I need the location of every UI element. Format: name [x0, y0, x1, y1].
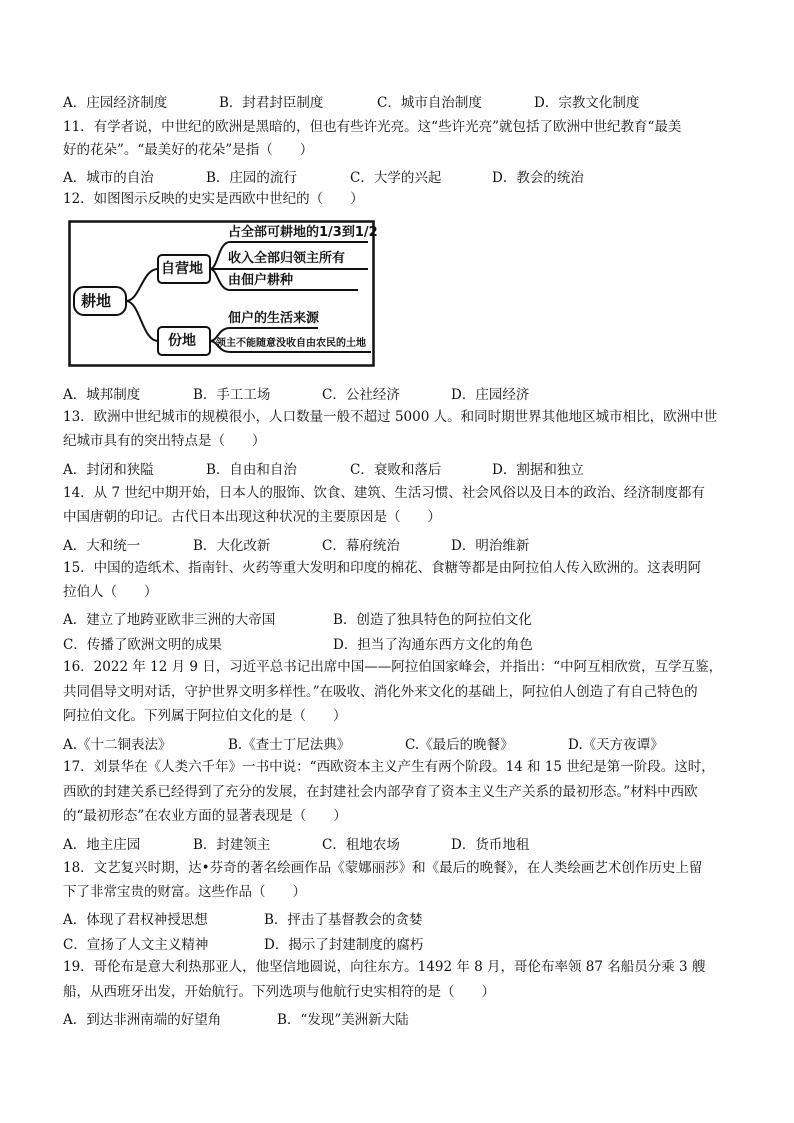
q13-option-c[interactable]: C．衰败和落后 — [350, 462, 442, 478]
q12-option-d[interactable]: D．庄园经济 — [451, 387, 530, 403]
q18-stem-line2: 下了非常宝贵的财富。这些作品（ ） — [63, 884, 306, 900]
q10-option-c[interactable]: C．城市自治制度 — [377, 95, 482, 111]
q14-option-d[interactable]: D．明治维新 — [451, 538, 530, 554]
q15-option-c[interactable]: C．传播了欧洲文明的成果 — [63, 637, 222, 653]
q12-option-a[interactable]: A．城邦制度 — [63, 387, 141, 403]
q11-stem-line1: 11．有学者说，中世纪的欧洲是黑暗的，但也有些许光亮。这“些许光亮”就包括了欧洲中世纪教育“最美 — [63, 119, 682, 135]
q13-stem-line2: 纪城市具有的突出特点是（ ） — [63, 433, 266, 449]
branch2-item-1: 佃户的生活来源 — [228, 311, 320, 326]
q14-option-b[interactable]: B．大化改新 — [193, 538, 271, 554]
q12-option-c[interactable]: C．公社经济 — [322, 387, 400, 403]
q16-option-c[interactable]: C.《最后的晚餐》 — [405, 737, 514, 753]
q18-option-a[interactable]: A．体现了君权神授思想 — [63, 912, 208, 928]
branch1-item-3: 由佃户耕种 — [228, 273, 294, 288]
q10-option-d[interactable]: D．宗教文化制度 — [534, 95, 640, 111]
q11-option-d[interactable]: D．教会的统治 — [492, 170, 584, 186]
q14-stem-line1: 14．从 7 世纪中期开始，日本人的服饰、饮食、建筑、生活习惯、社会风俗以及日本的政治、经济制度都有 — [63, 485, 705, 501]
q13-stem-line1: 13．欧洲中世纪城市的规模很小，人口数量一般不超过 5000 人。和同时期世界其他地区城市相比，欧洲中世 — [63, 409, 718, 425]
q16-option-b[interactable]: B.《查士丁尼法典》 — [228, 737, 351, 753]
q13-option-d[interactable]: D．割据和独立 — [492, 462, 584, 478]
q12-diagram — [68, 220, 376, 368]
q10-option-a[interactable]: A．庄园经济制度 — [63, 95, 168, 111]
q12-option-b[interactable]: B．手工工场 — [193, 387, 271, 403]
q19-stem-line2: 船，从西班牙出发，开始航行。下列选项与他航行史实相符的是（ ） — [63, 984, 495, 1000]
q19-stem-line1: 19．哥伦布是意大利热那亚人，他坚信地圆说，向往东方。1492 年 8 月，哥伦布率领 87 名船员分乘 3 艘 — [63, 959, 706, 975]
q12-stem: 12．如图图示反映的史实是西欧中世纪的（ ） — [63, 191, 364, 207]
q17-option-d[interactable]: D．货币地租 — [451, 837, 530, 853]
q14-stem-line2: 中国唐朝的印记。古代日本出现这种状况的主要原因是（ ） — [63, 509, 441, 525]
q16-option-a[interactable]: A.《十二铜表法》 — [63, 737, 172, 753]
q17-option-b[interactable]: B．封建领主 — [193, 837, 271, 853]
q15-option-a[interactable]: A．建立了地跨亚欧非三洲的大帝国 — [63, 612, 276, 628]
q13-option-a[interactable]: A．封闭和狭隘 — [63, 462, 154, 478]
q11-option-a[interactable]: A．城市的自治 — [63, 170, 154, 186]
q18-option-d[interactable]: D．揭示了封建制度的腐朽 — [264, 937, 424, 953]
q11-option-b[interactable]: B．庄园的流行 — [206, 170, 297, 186]
q13-option-b[interactable]: B．自由和自治 — [206, 462, 297, 478]
q19-option-a[interactable]: A．到达非洲南端的好望角 — [63, 1012, 222, 1028]
q10-option-b[interactable]: B．封君封臣制度 — [219, 95, 324, 111]
branch1-item-1: 占全部可耕地的1/3到1/2 — [228, 225, 378, 240]
q15-option-b[interactable]: B．创造了独具特色的阿拉伯文化 — [333, 612, 532, 628]
branch1-label: 自营地 — [161, 261, 203, 277]
q11-option-c[interactable]: C．大学的兴起 — [350, 170, 442, 186]
branch2-label: 份地 — [168, 333, 196, 349]
q18-stem-line1: 18．文艺复兴时期，达•芬奇的著名绘画作品《蒙娜丽莎》和《最后的晚餐》，在人类绘画艺术创作历史上留 — [63, 860, 703, 876]
q17-stem-line2: 西欧的封建关系已经得到了充分的发展，在封建社会内部孕育了资本主义生产关系的最初形态。”材料中西欧 — [63, 784, 698, 800]
q15-stem-line1: 15．中国的造纸术、指南针、火药等重大发明和印度的棉花、食糖等都是由阿拉伯人传入欧洲的。这表明阿 — [63, 560, 702, 576]
q14-option-a[interactable]: A．大和统一 — [63, 538, 141, 554]
branch1-item-2: 收入全部归领主所有 — [228, 251, 346, 266]
q17-option-c[interactable]: C．租地农场 — [322, 837, 400, 853]
q18-option-b[interactable]: B．抨击了基督教会的贪婪 — [264, 912, 423, 928]
q15-option-d[interactable]: D．担当了沟通东西方文化的角色 — [333, 637, 533, 653]
q16-stem-line2: 共同倡导文明对话，守护世界文明多样性。”在吸收、消化外来文化的基础上，阿拉伯人创造了有自己特色的 — [63, 684, 698, 700]
q16-stem-line1: 16．2022 年 12 月 9 日，习近平总书记出席中国——阿拉伯国家峰会，并指出：“中阿互相欣赏，互学互鉴， — [63, 659, 723, 675]
q15-stem-line2: 拉伯人（ ） — [63, 584, 158, 600]
q14-option-c[interactable]: C．幕府统治 — [322, 538, 400, 554]
branch2-item-2: 领主不能随意没收自由农民的土地 — [216, 338, 366, 349]
q17-stem-line1: 17．刘景华在《人类六千年》一书中说：“西欧资本主义产生有两个阶段。14 和 15 世纪是第一阶段。这时， — [63, 759, 715, 775]
q17-stem-line3: 的“最初形态”在农业方面的显著表现是（ ） — [63, 808, 347, 824]
root-node-label: 耕地 — [81, 292, 112, 310]
q19-option-b[interactable]: B．“发现”美洲新大陆 — [277, 1012, 409, 1028]
q11-stem-line2: 好的花朵”。“最美好的花朵”是指（ ） — [63, 142, 314, 158]
q16-stem-line3: 阿拉伯文化。下列属于阿拉伯文化的是（ ） — [63, 708, 347, 724]
q18-option-c[interactable]: C．宣扬了人文主义精神 — [63, 937, 209, 953]
q17-option-a[interactable]: A．地主庄园 — [63, 837, 141, 853]
q16-option-d[interactable]: D.《天方夜谭》 — [568, 737, 664, 753]
